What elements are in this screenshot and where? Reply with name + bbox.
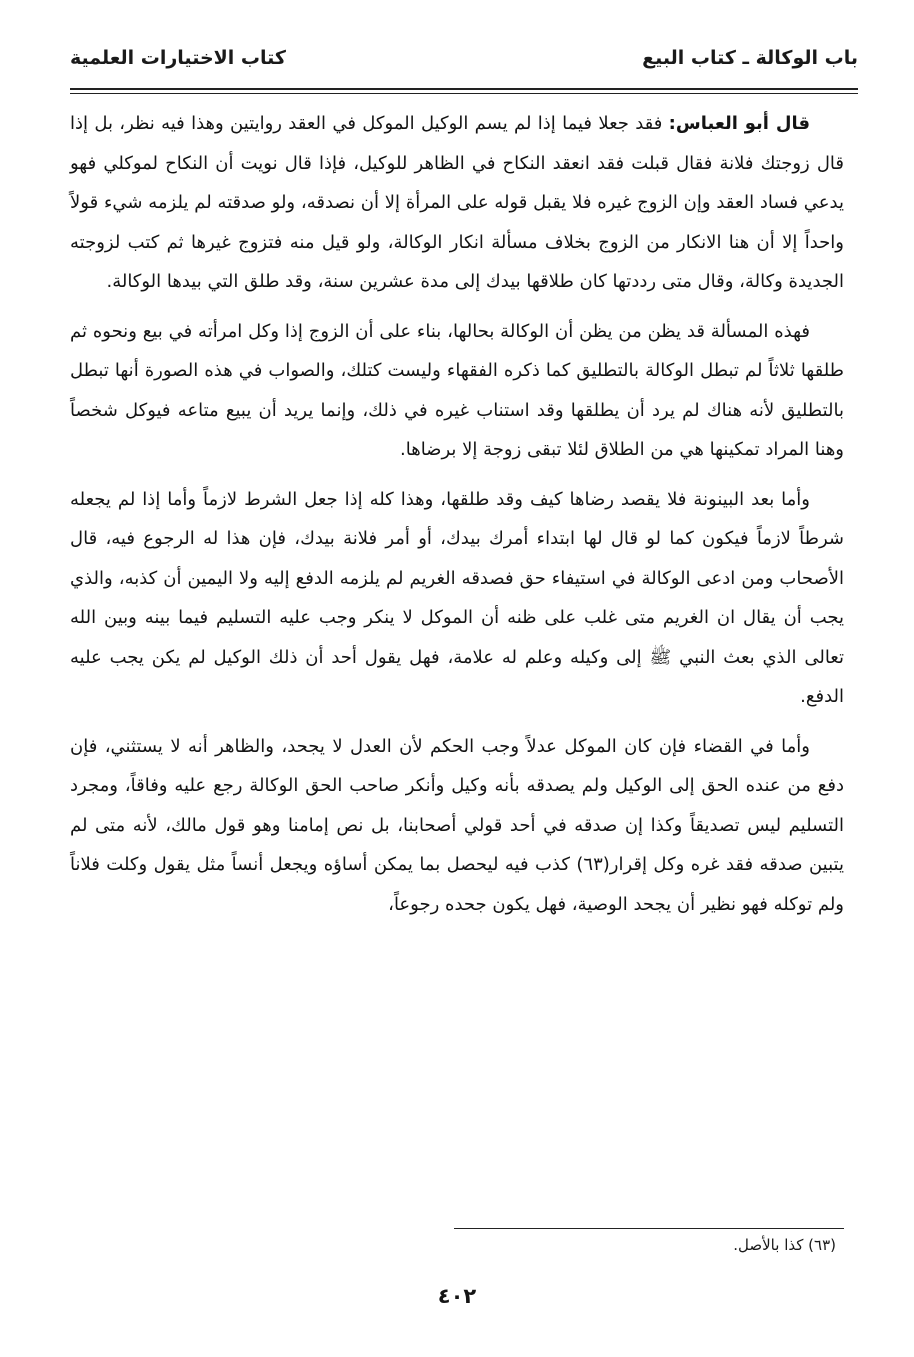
page-number: ٤٠٢ xyxy=(437,1284,477,1308)
header-chapter: باب الوكالة ـ كتاب البيع xyxy=(642,47,858,69)
paragraph-1 xyxy=(70,104,844,302)
footnote-rule xyxy=(454,1228,844,1229)
paragraph-4: وأما في القضاء فإن كان الموكل عدلاً وجب الحكم لأن العدل لا يجحد، والظاهر أنه لا يستثني، فإن دفع من عنده الحق إلى الوكيل ولم يصدقه بأنه وكيل وأنكر صاحب الحق الوكالة رجع عليه وفاقاً، ومجرد التسليم ليس تصديقاً وكذا إن صدقه في أحد قولي أصحابنا، بل نص إمامنا وهو قول مالك، لأنه متى لم يتبين صدقه فقد غره وكل إقرار(٦٣) كذب فيه ليحصل بما يمكن أساؤه ويجعل أنساً مثل يقول وكلت فلاناً ولم توكله فهو نظير أن يجحد الوصية، فهل يكون جحده رجوعاً، xyxy=(70,735,844,915)
running-header xyxy=(70,38,858,78)
header-book: كتاب الاختيارات العلمية xyxy=(70,47,286,69)
body-text xyxy=(70,104,844,924)
header-rule xyxy=(70,88,858,94)
paragraph-2: فهذه المسألة قد يظن من يظن أن الوكالة بحالها، بناء على أن الزوج إذا وكل امرأته في بيع ونحوه ثم طلقها ثلاثاً لم تبطل الوكالة بالتطليق كما ذكره الفقهاء وليست كتلك، والصواب في هذه الصورة أنها تبطل بالتطليق لأنه هناك لم يرد أن يطلقها وقد استناب غيره في ذلك، وإنما يريد أن يبيع متاعه فيوكل شخصاً وهنا المراد تمكينها هي من الطلاق لئلا تبقى زوجة إلا برضاها. xyxy=(70,320,844,460)
paragraph-1-text: فقد جعلا فيما إذا لم يسم الوكيل الموكل في العقد روايتين وهذا فيه نظر، بل إذا قال زوجتك فلانة فقال قبلت فقد انعقد النكاح في الظاهر للوكيل، فإذا قال نويت أن النكاح لموكلي فهو يدعي فساد العقد وإن الزوج غيره فلا يقبل قوله على المرأة إلا أن نصدقه، ولو صدقته لم يلزمه شيء قولاً واحداً إلا أن هنا الانكار من الزوج بخلاف مسألة انكار الوكالة، ولو قيل منه فتزوج غيرها ثم كتب لزوجته الجديدة وكالة، وقال متى رددتها كان طلاقها بيدك إلى مدة عشرين سنة، وقد طلق التي بيدها الوكالة. xyxy=(70,113,844,292)
speaker-label: قال أبو العباس: xyxy=(668,113,810,134)
paragraph-3: وأما بعد البينونة فلا يقصد رضاها كيف وقد طلقها، وهذا كله إذا جعل الشرط لازماً وأما إذا لم يجعله شرطاً لازماً فيكون كما لو قال لها ابتداء أمرك بيدك، أو أمر فلانة بيدك، فإن هذا له الرجوع فيه، قال الأصحاب ومن ادعى الوكالة في استيفاء حق فصدقه الغريم لم يلزمه الدفع إليه ولا اليمين أن كذبه، والذي يجب أن يقال ان الغريم متى غلب على ظنه أن الموكل لا ينكر وجب عليه التسليم فيما بينه وبين الله تعالى الذي بعث النبي ﷺ إلى وكيله وعلم له علامة، فهل يقول أحد أن ذلك الوكيل لم يكن يجب عليه الدفع. xyxy=(70,488,844,707)
footnote: (٦٣) كذا بالأصل. xyxy=(733,1236,836,1254)
